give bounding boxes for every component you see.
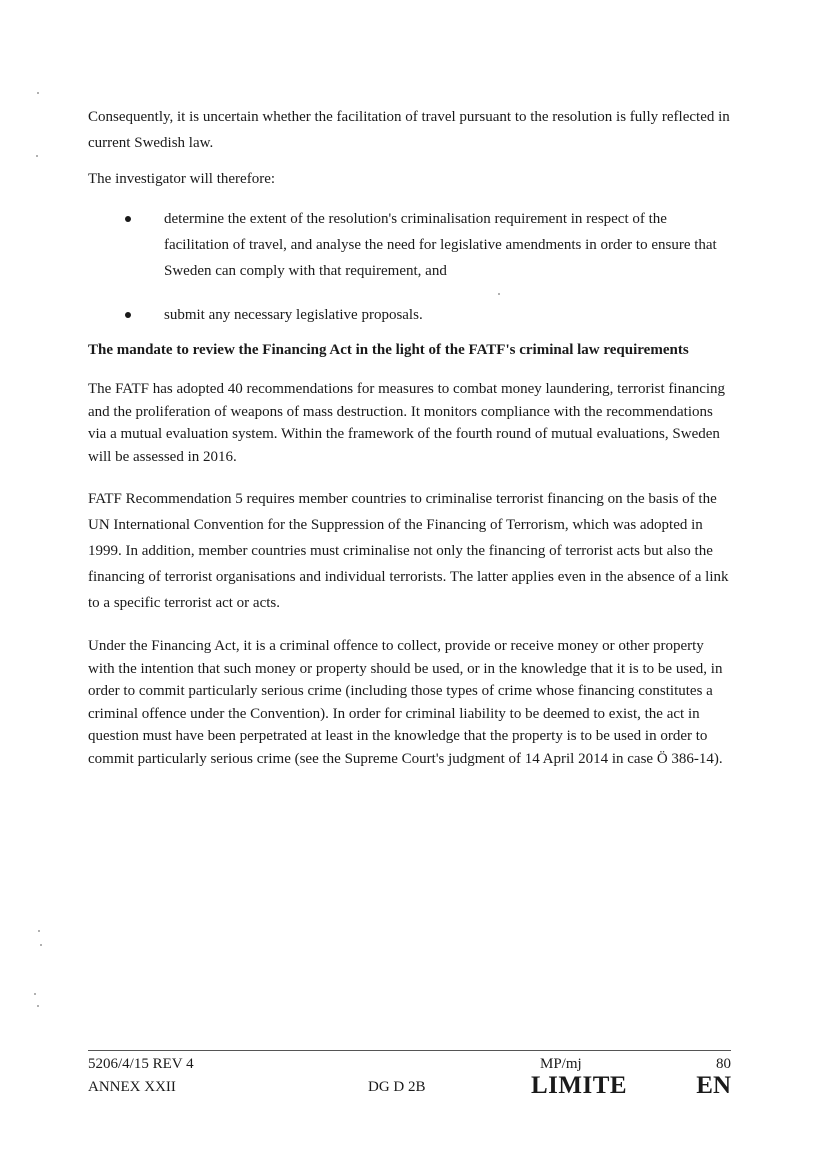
document-reference: 5206/4/15 REV 4 <box>88 1056 194 1072</box>
page-number: 80 <box>716 1056 731 1072</box>
paragraph-financing-act: Under the Financing Act, it is a criminal offence to collect, provide or receive money or other property with the intention that such money or property should be used, or in the knowledge that it is to be used, in order to commit particularly serious crime (including those types of crime whose financing constitutes a criminal offence under the Convention). In order for criminal liability to be deemed to exist, the act in question must have been perpetrated at least in the knowledge that the property is to be used in order to commit particularly serious crime (see the Supreme Court's judgment of 14 April 2014 in case Ö 386-14). <box>88 638 723 767</box>
author-initials: MP/mj <box>540 1056 582 1072</box>
section-heading: The mandate to review the Financing Act in the light of the FATF's criminal law requirements <box>88 342 689 358</box>
paragraph-fatf-recommendations: The FATF has adopted 40 recommendations for measures to combat money laundering, terrorist financing and the proliferation of weapons of mass destruction. It monitors compliance with the recommendations via a mutual evaluation system. Within the framework of the fourth round of mutual evaluations, Sweden will be assessed in 2016. <box>88 381 726 465</box>
page-footer <box>88 1052 731 1112</box>
bullet-icon <box>125 216 131 222</box>
list-item <box>88 302 733 328</box>
scan-speck <box>37 1005 39 1007</box>
paragraph-investigator-intro: The investigator will therefore: <box>88 171 276 187</box>
list-item <box>88 206 733 284</box>
list-item-text: submit any necessary legislative proposals. <box>164 307 423 323</box>
scan-speck <box>37 92 39 94</box>
scan-speck <box>36 155 38 157</box>
language-code: EN <box>696 1072 731 1099</box>
annex-label: ANNEX XXII <box>88 1079 176 1095</box>
paragraph-recommendation-5: FATF Recommendation 5 requires member countries to criminalise terrorist financing on the basis of the UN International Convention for the Suppression of the Financing of Terrorism, which was adopted in 1999. In addition, member countries must criminalise not only the financing of terrorist acts but also the financing of terrorist organisations and individual terrorists. The latter applies even in the absence of a link to a specific terrorist act or acts. <box>88 491 729 611</box>
footer-divider <box>88 1050 731 1051</box>
document-body <box>88 104 733 770</box>
classification-marking: LIMITE <box>531 1072 628 1099</box>
bullet-icon <box>125 312 131 318</box>
directorate-code: DG D 2B <box>368 1079 426 1095</box>
list-item-text: determine the extent of the resolution's criminalisation requirement in respect of the facilitation of travel, and analyse the need for legislative amendments in order to ensure that Sweden can comply with that requirement, and <box>164 211 717 279</box>
scan-speck <box>38 930 40 932</box>
scan-speck <box>34 993 36 995</box>
paragraph-consequently: Consequently, it is uncertain whether the facilitation of travel pursuant to the resolution is fully reflected in current Swedish law. <box>88 109 730 151</box>
scan-speck <box>40 944 42 946</box>
task-list <box>88 206 733 328</box>
